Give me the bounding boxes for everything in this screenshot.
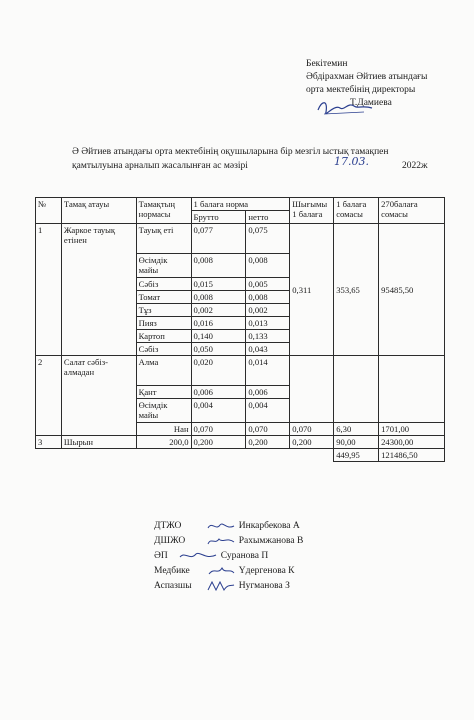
- row-num: 3: [36, 436, 62, 449]
- row-brutto: 0,004: [191, 399, 246, 423]
- total-sum270: 121486,50: [379, 449, 445, 462]
- signature-name: Рахымжанова В: [238, 536, 304, 546]
- empty-cell: [191, 449, 246, 462]
- row-item: Сәбіз: [136, 343, 191, 356]
- juice-sum270: 24300,00: [379, 436, 445, 449]
- row-brutto: 0,015: [191, 278, 246, 291]
- signature-row: [154, 519, 303, 534]
- col-child-norm-header: 1 балаға норма: [191, 198, 290, 211]
- col-sum1-header: 1 балаға сомасы: [334, 198, 379, 224]
- row-item: Қант: [136, 386, 191, 399]
- row-item: Пияз: [136, 317, 191, 330]
- row-netto: 0,070: [246, 423, 290, 436]
- table-row: [36, 436, 445, 449]
- row-netto: 0,014: [246, 356, 290, 386]
- row-num: 1: [36, 224, 62, 356]
- row-item: Өсімдік майы: [136, 399, 191, 423]
- signature-name: Үдергенова К: [238, 566, 295, 576]
- row-netto: 0,008: [246, 254, 290, 278]
- empty-cell: [136, 449, 191, 462]
- signature-icon: [206, 580, 236, 592]
- total-row: [36, 449, 445, 462]
- signature-name: Инкарбекова А: [238, 521, 300, 531]
- row-brutto: 0,077: [191, 224, 246, 254]
- row-netto: 0,075: [246, 224, 290, 254]
- row-netto: 0,008: [246, 291, 290, 304]
- signature-role: Аспазшы: [154, 581, 192, 591]
- row-netto: 0,005: [246, 278, 290, 291]
- signature-icon: [206, 565, 236, 577]
- col-brutto-header: Брутто: [191, 211, 246, 224]
- row-num: 2: [36, 356, 62, 436]
- bread-sum270: 1701,00: [379, 423, 445, 436]
- row-brutto: 0,020: [191, 356, 246, 386]
- row-dish: Шырын: [61, 436, 136, 449]
- col-norm-header: Тамақтың нормасы: [136, 198, 191, 224]
- empty-cell: [290, 449, 334, 462]
- title-line-2: қамтылуына арналып жасалынған ас мәзірі: [72, 161, 248, 171]
- signature-row: [154, 549, 303, 564]
- signature-icon: [178, 550, 218, 562]
- row-dish: Салат сәбіз-алмадан: [61, 356, 136, 436]
- row-brutto: 0,200: [191, 436, 246, 449]
- empty-cell: [290, 356, 334, 423]
- row-dish: Жаркое тауық етінен: [61, 224, 136, 356]
- signature-name: Суранова П: [220, 551, 269, 561]
- col-netto-header: нетто: [246, 211, 290, 224]
- row-item: Картоп: [136, 330, 191, 343]
- row-brutto: 0,008: [191, 291, 246, 304]
- handwritten-date-icon: [330, 151, 390, 171]
- col-num-header: №: [36, 198, 62, 224]
- document-year: 2022ж: [402, 161, 428, 171]
- empty-cell: [36, 449, 62, 462]
- table-header-row: [36, 198, 445, 211]
- signature-role: Медбике: [154, 566, 190, 576]
- director-signature-icon: [314, 96, 376, 120]
- row-item: Нан: [136, 423, 191, 436]
- signature-row: [154, 534, 303, 549]
- group1-sum1: 353,65: [334, 224, 379, 356]
- approval-director-name: Т.Дамиева: [350, 98, 392, 108]
- row-netto: 0,006: [246, 386, 290, 399]
- signature-icon: [206, 520, 236, 532]
- menu-table: [35, 197, 445, 462]
- signature-icon: [206, 535, 236, 547]
- handwritten-date-text: 17.03.: [334, 155, 369, 168]
- row-item: Тұз: [136, 304, 191, 317]
- col-consumption-header: Шығымы 1 балаға: [290, 198, 334, 224]
- row-item: Сәбіз: [136, 278, 191, 291]
- group1-sum270: 95485,50: [379, 224, 445, 356]
- signature-name: Нугманова З: [238, 581, 290, 591]
- juice-sum1: 90,00: [334, 436, 379, 449]
- empty-cell: [379, 356, 445, 423]
- group1-consumption: 0,311: [290, 224, 334, 356]
- row-netto: 0,004: [246, 399, 290, 423]
- empty-cell: [246, 449, 290, 462]
- col-sum270-header: 270балаға сомасы: [379, 198, 445, 224]
- empty-cell: [334, 356, 379, 423]
- approval-position: орта мектебінің директоры: [306, 85, 416, 95]
- table-row: [36, 356, 445, 386]
- juice-consumption: 0,200: [290, 436, 334, 449]
- row-netto: 0,133: [246, 330, 290, 343]
- row-brutto: 0,008: [191, 254, 246, 278]
- bread-sum1: 6,30: [334, 423, 379, 436]
- row-brutto: 0,140: [191, 330, 246, 343]
- signature-role: ДТЖО: [154, 521, 182, 531]
- row-brutto: 0,006: [191, 386, 246, 399]
- empty-cell: [61, 449, 136, 462]
- bread-consumption: 0,070: [290, 423, 334, 436]
- row-netto: 0,013: [246, 317, 290, 330]
- row-brutto: 0,050: [191, 343, 246, 356]
- approval-school: Әбдірахман Әйтиев атындағы: [306, 72, 428, 82]
- approval-heading: Бекітемин: [306, 59, 348, 69]
- total-sum1: 449,95: [334, 449, 379, 462]
- approval-block: [306, 58, 427, 110]
- signature-block: [154, 519, 303, 594]
- row-item: Алма: [136, 356, 191, 386]
- row-brutto: 0,070: [191, 423, 246, 436]
- title-line-1: Ә Әйтиев атындағы орта мектебінің оқушыларына бір мезгіл ыстық тамақпен: [72, 147, 389, 157]
- row-item: Өсімдік майы: [136, 254, 191, 278]
- signature-row: [154, 564, 303, 579]
- signature-role: ӘП: [154, 551, 168, 561]
- row-item: 200,0: [136, 436, 191, 449]
- row-brutto: 0,002: [191, 304, 246, 317]
- row-item: Тауық еті: [136, 224, 191, 254]
- row-brutto: 0,016: [191, 317, 246, 330]
- document-title: [72, 145, 462, 173]
- row-item: Томат: [136, 291, 191, 304]
- col-dish-header: Тамақ атауы: [61, 198, 136, 224]
- signature-row: [154, 579, 303, 594]
- table-row: [36, 224, 445, 254]
- row-netto: 0,043: [246, 343, 290, 356]
- signature-role: ДШЖО: [154, 536, 186, 546]
- row-netto: 0,002: [246, 304, 290, 317]
- row-netto: 0,200: [246, 436, 290, 449]
